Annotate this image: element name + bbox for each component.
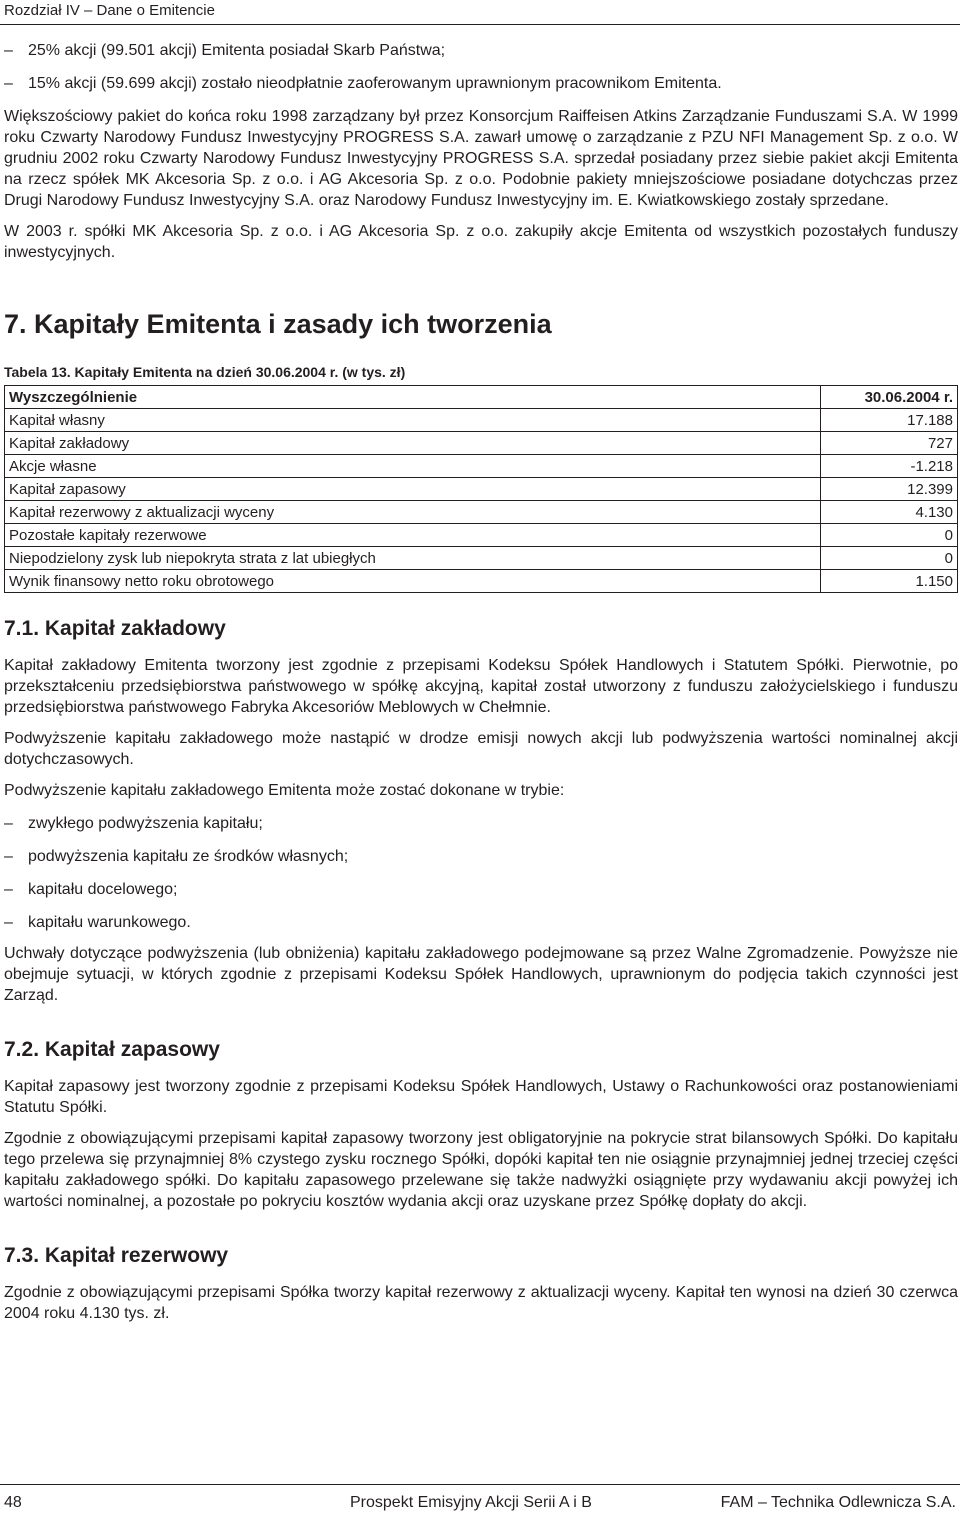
list-item [4, 879, 958, 900]
section-heading: 7. Kapitały Emitenta i zasady ich tworzenia [4, 309, 552, 339]
row-label: Niepodzielony zysk lub niepokryta strata z lat ubiegłych [5, 547, 821, 570]
row-value: 17.188 [821, 409, 958, 432]
publication-title: Prospekt Emisyjny Akcji Serii A i B [350, 1494, 592, 1511]
list-item-text: kapitału warunkowego. [28, 914, 191, 931]
list-item-text: podwyższenia kapitału ze środków własnych; [28, 848, 349, 865]
row-value: 0 [821, 524, 958, 547]
footer-rule [0, 1484, 960, 1485]
paragraph: Większościowy pakiet do końca roku 1998 zarządzany był przez Konsorcjum Raiffeisen Atkins Zarządzanie Funduszami S.A. W 1999 roku Czwarty Narodowy Fundusz Inwestycyjny PROGRESS S.A. zawarł umowę o zarządzanie z PZU NFI Management Sp. z o.o. W grudniu 2002 roku Czwarty Narodowy Fundusz Inwestycyjny PROGRESS S.A. sprzedał posiadany przez siebie pakiet akcji Emitenta na rzecz spółek MK Akcesoria Sp. z o.o. i AG Akcesoria Sp. z o.o. Podobnie pakiety mniejszościowe posiadane dotychczas przez Drugi Narodowy Fundusz Inwestycyjny S.A. oraz Narodowy Fundusz Inwestycyjny im. E. Kwiatkowskiego zostały sprzedane. [4, 108, 958, 209]
issuer-name: FAM – Technika Odlewnicza S.A. [720, 1494, 956, 1511]
row-label: Pozostałe kapitały rezerwowe [5, 524, 821, 547]
row-label: Kapitał własny [5, 409, 821, 432]
table-row [5, 570, 958, 593]
page-number: 48 [4, 1494, 22, 1511]
paragraph: Zgodnie z obowiązującymi przepisami Spółka tworzy kapitał rezerwowy z aktualizacji wyceny. Kapitał ten wynosi na dzień 30 czerwca 2004 roku 4.130 tys. zł. [4, 1284, 958, 1322]
list-item [4, 912, 958, 933]
intro-bullets [4, 40, 958, 94]
page-content [4, 40, 958, 1324]
table-row [5, 524, 958, 547]
paragraph: Zgodnie z obowiązującymi przepisami kapitał zapasowy tworzony jest obligatoryjnie na pokrycie strat bilansowych Spółki. Do kapitału tego przelewa się przynajmniej 8% czystego zysku rocznego Spółki, dopóki kapitał ten nie osiągnie przynajmniej jednej trzeciej części kapitału zakładowego spółki. Do kapitału zapasowego przelewane się także nadwyżki osiągnięte przy wydawaniu akcji powyżej ich wartości nominalnej, a pozostałe po pokryciu kosztów wydania akcji oraz uzyskane przez Spółkę dopłaty do akcji. [4, 1130, 958, 1210]
header-rule [0, 24, 960, 25]
table-row [5, 409, 958, 432]
paragraph: Uchwały dotyczące podwyższenia (lub obniżenia) kapitału zakładowego podejmowane są przez Walne Zgromadzenie. Powyższe nie obejmuje sytuacji, w których zgodnie z przepisami Kodeksu Spółek Handlowych, uprawnionym do podjęcia takich czynności jest Zarząd. [4, 945, 958, 1004]
dash-marker: – [4, 42, 13, 59]
table-header-row [5, 386, 958, 409]
paragraph: W 2003 r. spółki MK Akcesoria Sp. z o.o. i AG Akcesoria Sp. z o.o. zakupiły akcje Emitenta od wszystkich pozostałych funduszy inwestycyjnych. [4, 223, 958, 261]
row-value: 1.150 [821, 570, 958, 593]
dash-marker: – [4, 881, 13, 898]
row-label: Akcje własne [5, 455, 821, 478]
paragraph: Kapitał zakładowy Emitenta tworzony jest zgodnie z przepisami Kodeksu Spółek Handlowych i Statutem Spółki. Pierwotnie, po przekształceniu przedsiębiorstwa państwowego w spółkę akcyjną, kapitał został utworzony z funduszu założycielskiego i funduszu przedsiębiorstwa państwowego Fabryka Akcesoriów Meblowych w Chełmnie. [4, 657, 958, 716]
subsection-heading: 7.1. Kapitał zakładowy [4, 617, 226, 640]
dash-marker: – [4, 75, 13, 92]
subsection-heading: 7.3. Kapitał rezerwowy [4, 1244, 229, 1267]
list-item-text: 25% akcji (99.501 akcji) Emitenta posiadał Skarb Państwa; [28, 42, 446, 59]
list-item [4, 846, 958, 867]
row-value: 727 [821, 432, 958, 455]
capital-table [4, 385, 958, 593]
row-value: 12.399 [821, 478, 958, 501]
column-header: 30.06.2004 r. [821, 386, 958, 409]
dash-marker: – [4, 815, 13, 832]
paragraph: Podwyższenie kapitału zakładowego Emitenta może zostać dokonane w trybie: [4, 782, 565, 799]
table-caption: Tabela 13. Kapitały Emitenta na dzień 30.06.2004 r. (w tys. zł) [4, 364, 406, 380]
row-value: 4.130 [821, 501, 958, 524]
dash-marker: – [4, 848, 13, 865]
list-item-text: zwykłego podwyższenia kapitału; [28, 815, 263, 832]
row-label: Wynik finansowy netto roku obrotowego [5, 570, 821, 593]
list-item-text: 15% akcji (59.699 akcji) zostało nieodpłatnie zaoferowanym uprawnionym pracownikom Emitenta. [28, 75, 722, 92]
column-header: Wyszczególnienie [5, 386, 821, 409]
row-value: 0 [821, 547, 958, 570]
page-footer [0, 1484, 960, 1514]
table-row [5, 455, 958, 478]
modes-list [4, 813, 958, 933]
paragraph: Kapitał zapasowy jest tworzony zgodnie z przepisami Kodeksu Spółek Handlowych, Ustawy o Rachunkowości oraz postanowieniami Statutu Spółki. [4, 1078, 958, 1116]
table-row [5, 432, 958, 455]
row-label: Kapitał zapasowy [5, 478, 821, 501]
dash-marker: – [4, 914, 13, 931]
subsection-heading: 7.2. Kapitał zapasowy [4, 1038, 220, 1061]
page-header [0, 0, 960, 20]
list-item [4, 40, 958, 61]
list-item [4, 73, 958, 94]
table-row [5, 501, 958, 524]
row-label: Kapitał zakładowy [5, 432, 821, 455]
row-value: -1.218 [821, 455, 958, 478]
list-item-text: kapitału docelowego; [28, 881, 178, 898]
running-title: Rozdział IV – Dane o Emitencie [4, 2, 215, 19]
table-row [5, 547, 958, 570]
paragraph: Podwyższenie kapitału zakładowego może nastąpić w drodze emisji nowych akcji lub podwyższenia wartości nominalnej akcji dotychczasowych. [4, 730, 958, 768]
row-label: Kapitał rezerwowy z aktualizacji wyceny [5, 501, 821, 524]
list-item [4, 813, 958, 834]
table-row [5, 478, 958, 501]
